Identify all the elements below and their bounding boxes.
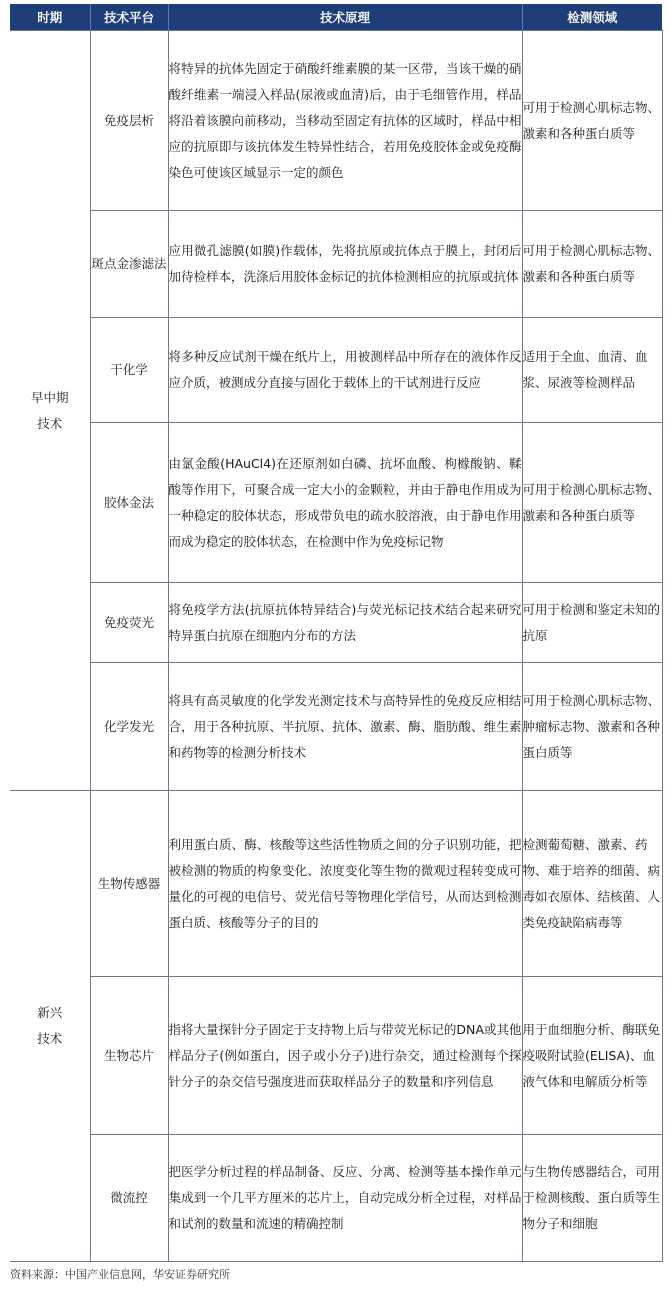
field-cell: 可用于检测和鉴定未知的抗原: [522, 583, 662, 663]
table-header-row: [10, 4, 662, 31]
principle-cell: 将免疫学方法(抗原抗体特异结合)与荧光标记技术结合起来研究特异蛋白抗原在细胞内分布的方法: [168, 583, 522, 663]
principle-cell: 由氯金酸(HAuCl4)在还原剂如白磷、抗坏血酸、枸橼酸钠、鞣酸等作用下，可聚合成一定大小的金颗粒，并由于静电作用成为一种稳定的胶体状态，形成带负电的疏水胶溶液，由于静电作用而成为稳定的胶体状态，在检测中作为免疫标记物: [168, 423, 522, 583]
field-cell: 用于血细胞分析、酶联免疫吸附试验(ELISA)、血液气体和电解质分析等: [522, 977, 662, 1135]
principle-cell: 利用蛋白质、酶、核酸等这些活性物质之间的分子识别功能，把被检测的物质的构象变化、浓度变化等生物的微观过程转变成可量化的可视的电信号、荧光信号等物理化学信号，从而达到检测蛋白质、核酸等分子的目的: [168, 791, 522, 977]
table-row: [10, 423, 662, 583]
platform-cell: 免疫层析: [90, 31, 168, 211]
source-note: 资料来源：中国产业信息网，华安证券研究所: [10, 1268, 230, 1281]
platform-cell: 化学发光: [90, 663, 168, 791]
platform-cell: 微流控: [90, 1135, 168, 1262]
table-row: [10, 211, 662, 318]
table-row: [10, 1135, 662, 1262]
table-row: [10, 583, 662, 663]
field-cell: 可用于检测心肌标志物、激素和各种蛋白质等: [522, 211, 662, 318]
field-cell: 与生物传感器结合，司用于检测核酸、蛋白质等生物分子和细胞: [522, 1135, 662, 1262]
comparison-table: [10, 4, 663, 1262]
field-cell: 适用于全血、血清、血浆、尿液等检测样品: [522, 318, 662, 423]
field-cell: 检测葡萄糖、激素、药物、难于培养的细菌、病毒如衣原体、结核菌、人类免疫缺陷病毒等: [522, 791, 662, 977]
header-period: 时期: [10, 4, 90, 31]
table-row: [10, 977, 662, 1135]
principle-cell: 指将大量探针分子固定于支持物上后与带荧光标记的DNA或其他样品分子(例如蛋白，因子或小分子)进行杂交，通过检测每个探针分子的杂交信号强度进而获取样品分子的数量和序列信息: [168, 977, 522, 1135]
table-row: [10, 791, 662, 977]
period-cell-emerging: 新兴 技术: [10, 791, 90, 1262]
platform-cell: 免疫荧光: [90, 583, 168, 663]
principle-cell: 将特异的抗体先固定于硝酸纤维素膜的某一区带，当该干燥的硝酸纤维素一端浸入样品(尿液或血清)后，由于毛细管作用，样品将沿着该膜向前移动，当移动至固定有抗体的区域时，样品中相应的抗原即与该抗体发生特异性结合，若用免疫胶体金或免疫酶染色可使该区域显示一定的颜色: [168, 31, 522, 211]
table-row: [10, 318, 662, 423]
table-row: [10, 31, 662, 211]
platform-cell: 干化学: [90, 318, 168, 423]
field-cell: 可用于检测心肌标志物、激素和各种蛋白质等: [522, 31, 662, 211]
principle-cell: 将多种反应试剂干燥在纸片上，用被测样品中所存在的液体作反应介质，被测成分直接与固化于载体上的干试剂进行反应: [168, 318, 522, 423]
header-field: 检测领域: [522, 4, 662, 31]
platform-cell: 生物芯片: [90, 977, 168, 1135]
platform-cell: 胶体金法: [90, 423, 168, 583]
field-cell: 可用于检测心肌标志物、肿瘤标志物、激素和各种蛋白质等: [522, 663, 662, 791]
principle-cell: 应用微孔滤膜(如膜)作载体，先将抗原或抗体点于膜上，封闭后加待检样本，洗涤后用胶体金标记的抗体检测相应的抗原或抗体: [168, 211, 522, 318]
header-platform: 技术平台: [90, 4, 168, 31]
period-cell-early: 早中期 技术: [10, 31, 90, 791]
header-principle: 技术原理: [168, 4, 522, 31]
principle-cell: 将具有高灵敏度的化学发光测定技术与高特异性的免疫反应相结合，用于各种抗原、半抗原、抗体、激素、酶、脂肪酸、维生素和药物等的检测分析技术: [168, 663, 522, 791]
platform-cell: 生物传感器: [90, 791, 168, 977]
principle-cell: 把医学分析过程的样品制备、反应、分离、检测等基本操作单元集成到一个几平方厘米的芯片上，自动完成分析全过程，对样品和试剂的数量和流速的精确控制: [168, 1135, 522, 1262]
platform-cell: 斑点金渗滤法: [90, 211, 168, 318]
table-row: [10, 663, 662, 791]
field-cell: 可用于检测心肌标志物、激素和各种蛋白质等: [522, 423, 662, 583]
